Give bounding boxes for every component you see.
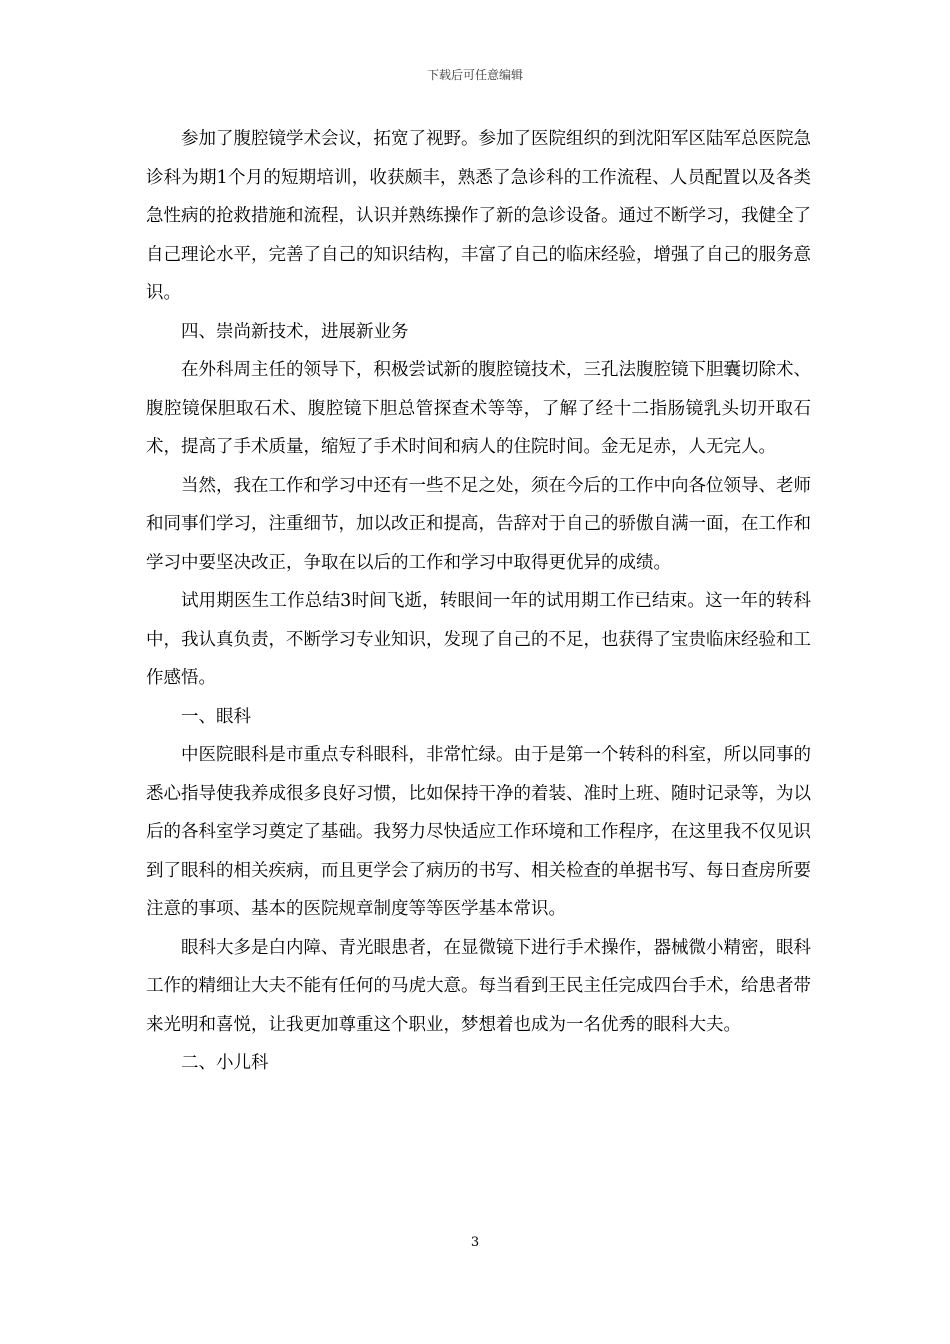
paragraph: 中医院眼科是市重点专科眼科，非常忙绿。由于是第一个转科的科室，所以同事的悉心指导使我养成很多良好习惯，比如保持干净的着装、准时上班、随时记录等，为以后的各科室学习奠定了基础。我努力尽快适应工作环境和工作程序，在这里我不仅见识到了眼科的相关疾病，而且更学会了病历的书写、相关检查的单据书写、每日查房所要注意的事项、基本的医院规章制度等等医学基本常识。	[146, 745, 811, 919]
section-heading: 二、小儿科	[181, 1053, 269, 1073]
paragraph: 参加了腹腔镜学术会议，拓宽了视野。参加了医院组织的到沈阳军区陆军总医院急诊科为期1个月的短期培训，收获颇丰，熟悉了急诊科的工作流程、人员配置以及各类急性病的抢救措施和流程，认识并熟练操作了新的急诊设备。通过不断学习，我健全了自己理论水平，完善了自己的知识结构，丰富了自己的临床经验，增强了自己的服务意识。	[146, 129, 811, 303]
paragraph: 试用期医生工作总结3时间飞逝，转眼间一年的试用期工作已结束。这一年的转科中，我认真负责，不断学习专业知识，发现了自己的不足，也获得了宝贵临床经验和工作感悟。	[146, 591, 811, 688]
section-heading: 一、眼科	[181, 706, 251, 727]
paragraph: 眼科大多是白内障、青光眼患者，在显微镜下进行手术操作，器械微小精密，眼科工作的精细让大夫不能有任何的马虎大意。每当看到王民主任完成四台手术，给患者带来光明和喜悦，让我更加尊重这个职业，梦想着也成为一名优秀的眼科大夫。	[146, 937, 811, 1035]
page-header: 下载后可任意编辑	[426, 68, 523, 82]
section-heading: 四、崇尚新技术，进展新业务	[181, 321, 409, 342]
document-body	[146, 120, 811, 1083]
paragraph: 当然，我在工作和学习中还有一些不足之处，须在今后的工作中向各位领导、老师和同事们学习，注重细节，加以改正和提高，告辞对于自己的骄傲自满一面，在工作和学习中要坚决改正，争取在以后的工作和学习中取得更优异的成绩。	[146, 475, 811, 573]
paragraph: 在外科周主任的领导下，积极尝试新的腹腔镜技术，三孔法腹腔镜下胆囊切除术、腹腔镜保胆取石术、腹腔镜下胆总管探查术等等，了解了经十二指肠镜乳头切开取石术，提高了手术质量，缩短了手术时间和病人的住院时间。金无足赤，人无完人。	[146, 360, 811, 457]
page-number: 3	[470, 1235, 480, 1250]
